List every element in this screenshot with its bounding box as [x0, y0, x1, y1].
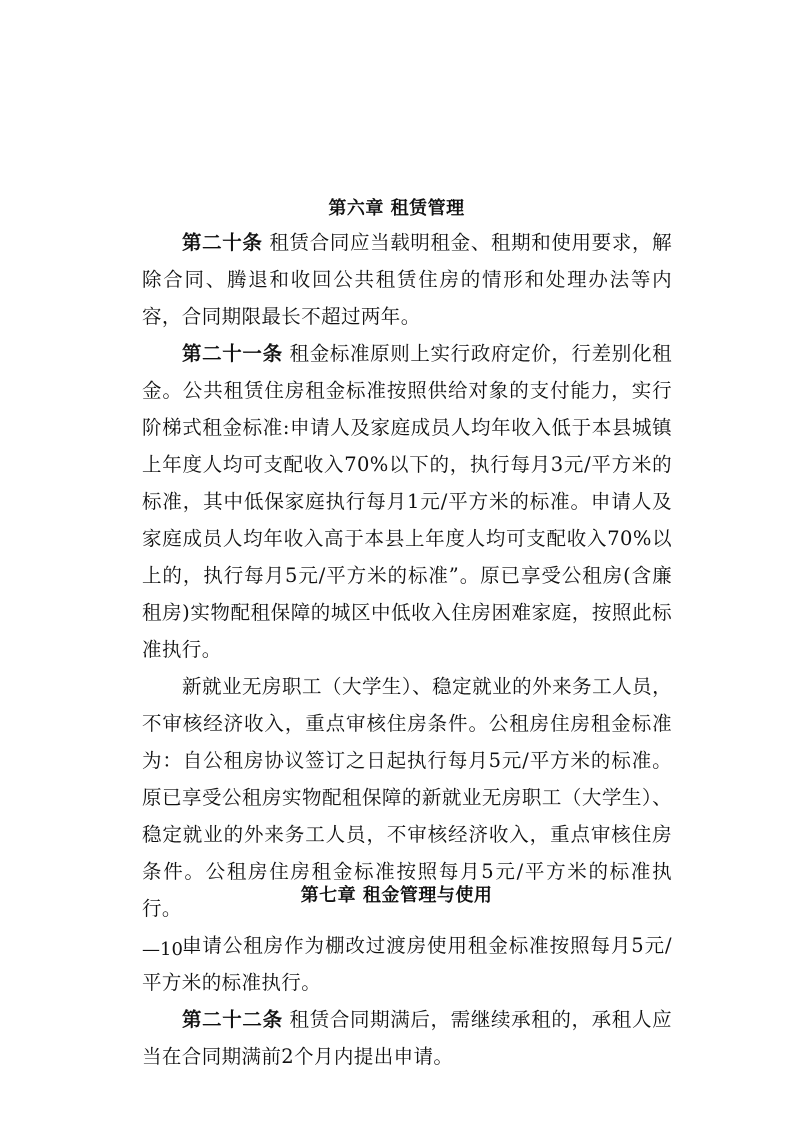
body-text-block — [142, 224, 672, 1075]
article-21-text: 租金标准原则上实行政府定价，行差别化租金。公共租赁住房租金标准按照供给对象的支付能力，实行阶梯式租金标准:申请人及家庭成员人均年收入低于本县城镇上年度人均可支配收入70%以下的，执行每月3元/平方米的标准，其中低保家庭执行每月1元/平方米的标准。申请人及家庭成员人均年收入高于本县上年度人均可支配收入70%以上的，执行每月5元/平方米的标准”。原已享受公租房(含廉租房)实物配租保障的城区中低收入住房困难家庭，按照此标准执行。 — [142, 342, 672, 661]
chapter-7-heading: 第七章 租金管理与使用 — [300, 885, 493, 906]
new-employees-paragraph: 新就业无房职工（大学生）、稳定就业的外来务工人员，不审核经济收入，重点审核住房条件。公租房住房租金标准为：自公租房协议签订之日起执行每月5元/平方米的标准。原已享受公租房实物配租保障的新就业无房职工（大学生）、稳定就业的外来务工人员，不审核经济收入，重点审核住房条件。公租房住房租金标准按照每月5元/平方米的标准执行。 — [142, 675, 672, 920]
page-number: —10— — [142, 939, 201, 960]
article-20-text: 租赁合同应当载明租金、租期和使用要求，解除合同、腾退和收回公共租赁住房的情形和处理办法等内容，合同期限最长不超过两年。 — [142, 231, 672, 328]
article-22-label: 第二十二条 — [182, 1008, 283, 1031]
article-21-label: 第二十一条 — [182, 342, 283, 365]
article-21-paragraph — [142, 335, 672, 668]
article-22-text: 租赁合同期满后，需继续承租的，承租人应当在合同期满前2个月内提出申请。 — [142, 1008, 672, 1068]
chapter-6-heading: 第六章 租赁管理 — [328, 198, 465, 219]
article-22-paragraph — [142, 1001, 672, 1075]
shantytown-paragraph: 申请公租房作为棚改过渡房使用租金标准按照每月5元/平方米的标准执行。 — [142, 934, 672, 994]
article-20-label: 第二十条 — [182, 231, 263, 254]
article-20-paragraph — [142, 224, 672, 335]
